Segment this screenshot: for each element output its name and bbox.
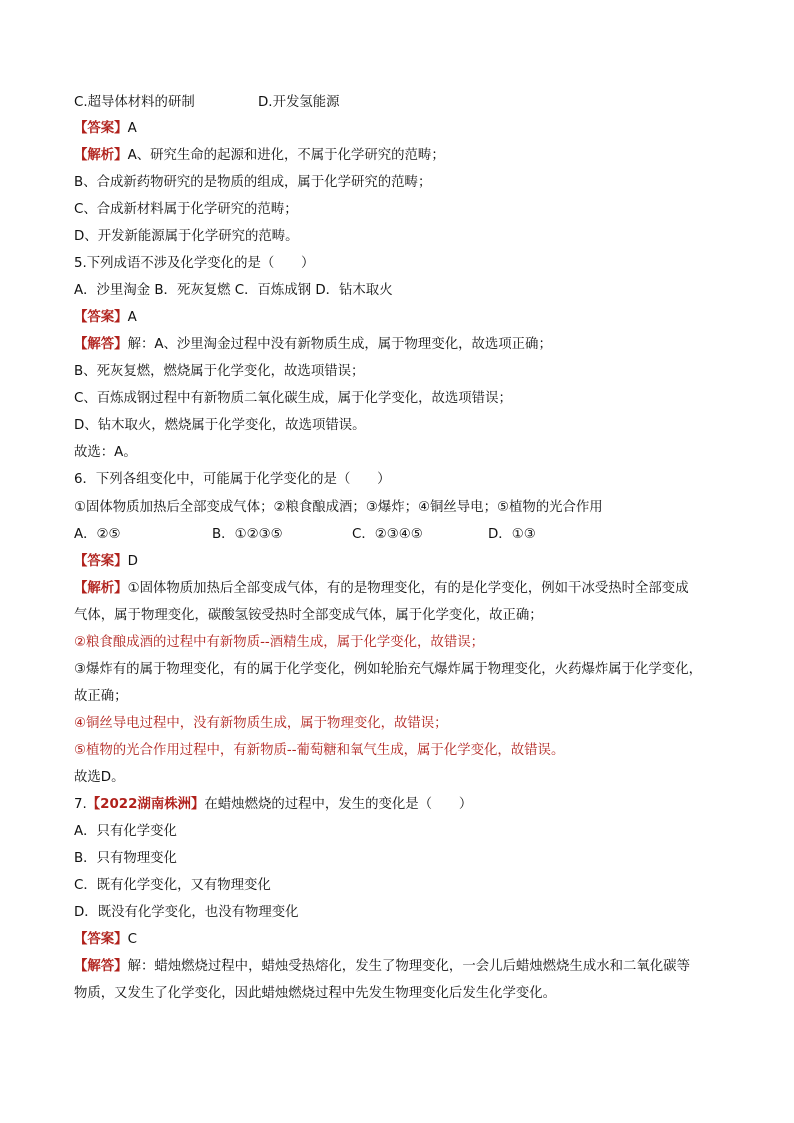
source-tag: 【2022湖南株洲】 [86,797,205,812]
section-tag: 【解析】 [74,148,128,163]
line-text: A [127,310,137,325]
text-line [74,714,448,734]
text-line [74,389,512,409]
section-tag: 【答案】 [74,121,128,136]
line-text: 解：A、沙里淘金过程中没有新物质生成，属于物理变化，故选项正确； [127,337,552,352]
section-tag: 【答案】 [74,932,128,947]
text-line [74,443,137,463]
text-line [74,903,299,923]
text-line [74,741,564,761]
line-text: A、研究生命的起源和进化，不属于化学研究的范畴； [127,148,445,163]
text-line [74,579,689,599]
text-line [74,470,391,490]
line-text: C [127,932,137,947]
line-text: C、合成新材料属于化学研究的范畴； [74,202,298,217]
text-line [74,822,177,842]
line-text: ①固体物质加热后全部变成气体；②粮食酿成酒；③爆炸；④铜丝导电；⑤植物的光合作用 [74,500,603,515]
question-number: 7. [74,797,87,812]
text-line [74,687,128,707]
text-line [74,606,543,626]
line-text: A．只有化学变化 [74,824,177,839]
line-text: ②粮食酿成酒的过程中有新物质--酒精生成，属于化学变化，故错误； [74,635,484,650]
line-text: ④铜丝导电过程中，没有新物质生成，属于物理变化，故错误； [74,716,448,731]
line-text: ①固体物质加热后全部变成气体，有的是物理变化，有的是化学变化，例如干冰受热时全部变成 [127,581,689,596]
section-tag: 【解答】 [74,337,128,352]
choice-option: C．②③④⑤ [352,527,423,542]
choice-option: C.超导体材料的研制 [74,95,195,110]
question-text: 在蜡烛燃烧的过程中，发生的变化是（ ） [204,797,473,812]
line-text: B、死灰复燃，燃烧属于化学变化，故选项错误； [74,364,365,379]
choice-option: A．②⑤ [74,527,121,542]
line-text: B、合成新药物研究的是物质的组成，属于化学研究的范畴； [74,175,432,190]
text-line [74,146,445,166]
text-line [74,335,552,355]
text-line [74,416,366,436]
text-line [74,200,298,220]
text-line [74,173,431,193]
text-line [74,984,556,1004]
section-tag: 【答案】 [74,554,128,569]
line-text: D、开发新能源属于化学研究的范畴。 [74,229,299,244]
line-text: ⑤植物的光合作用过程中，有新物质--葡萄糖和氧气生成，属于化学变化，故错误。 [74,743,565,758]
line-text: B．只有物理变化 [74,851,177,866]
line-text: 5.下列成语不涉及化学变化的是（ ） [74,256,315,271]
line-text: A [127,121,137,136]
line-text: ③爆炸有的属于物理变化，有的属于化学变化，例如轮胎充气爆炸属于物理变化，火药爆炸属于化学变化， [74,662,702,677]
line-text: 气体，属于物理变化，碳酸氢铵受热时全部变成气体，属于化学变化，故正确； [74,608,543,623]
section-tag: 【解答】 [74,959,128,974]
text-line [74,227,299,247]
text-line [74,795,472,815]
line-text: C．既有化学变化，又有物理变化 [74,878,271,893]
line-text: 6．下列各组变化中，可能属于化学变化的是（ ） [74,472,391,487]
text-line [74,660,702,680]
text-line [74,849,177,869]
line-text: 故选：A。 [74,445,137,460]
line-text: 物质，又发生了化学变化，因此蜡烛燃烧过程中先发生物理变化后发生化学变化。 [74,986,557,1001]
line-text: 故选D。 [74,770,125,785]
text-line [74,633,484,653]
choice-option: D.开发氢能源 [258,95,340,110]
section-tag: 【解析】 [74,581,128,596]
line-text: 解：蜡烛燃烧过程中，蜡烛受热熔化，发生了物理变化，一会儿后蜡烛燃烧生成水和二氧化碳等 [127,959,690,974]
line-text: 故正确； [74,689,128,704]
text-line [74,930,137,950]
text-line [74,308,137,328]
text-line [74,254,314,274]
choice-option: D．①③ [488,527,536,542]
text-line [74,119,137,139]
text-line [74,362,364,382]
text-line [74,552,138,572]
text-line [74,768,124,788]
choice-option: B．①②③⑤ [212,527,283,542]
text-line [74,876,271,896]
section-tag: 【答案】 [74,310,128,325]
line-text: A．沙里淘金 B．死灰复燃 C．百炼成钢 D．钻木取火 [74,283,393,298]
line-text: D [127,554,138,569]
line-text: C、百炼成钢过程中有新物质二氧化碳生成，属于化学变化，故选项错误； [74,391,512,406]
text-line [74,498,603,518]
text-line [74,957,690,977]
line-text: D．既没有化学变化，也没有物理变化 [74,905,299,920]
text-line [74,281,393,301]
line-text: D、钻木取火，燃烧属于化学变化，故选项错误。 [74,418,366,433]
